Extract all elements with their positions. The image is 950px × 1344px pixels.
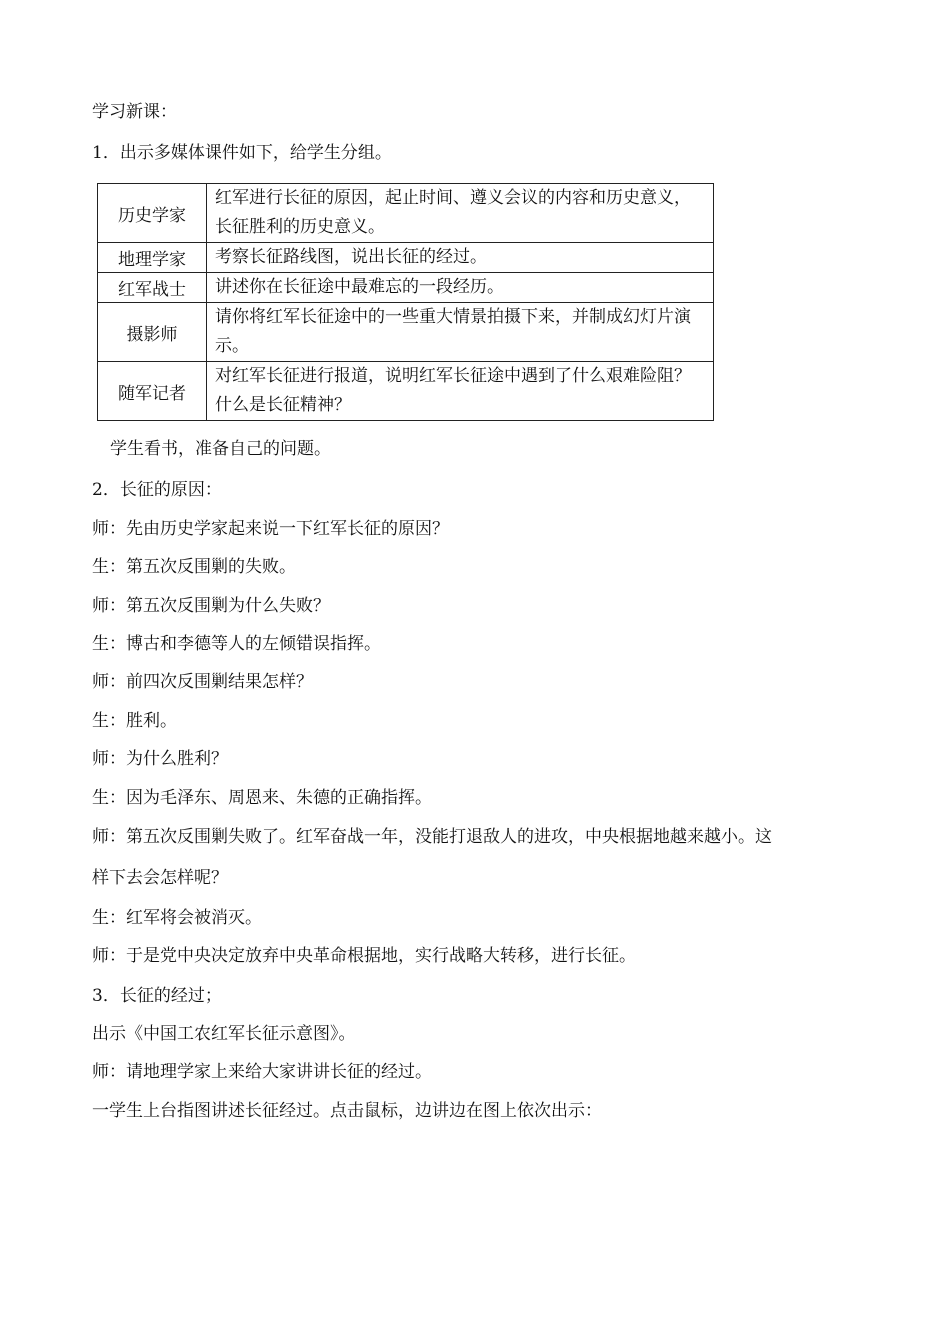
paragraph-line: 师：先由历史学家起来说一下红军长征的原因？ [92,519,449,539]
paragraph-line: 师：第五次反围剿失败了。红军奋战一年，没能打退敌人的进攻，中央根据地越来越小。这 [92,827,772,847]
paragraph-line: 生：因为毛泽东、周恩来、朱德的正确指挥。 [92,788,432,808]
step-1-text: 1．出示多媒体课件如下，给学生分组。 [92,143,392,163]
role-cell: 地理学家 [98,243,207,273]
paragraph-line: 师：为什么胜利？ [92,749,228,769]
task-cell: 考察长征路线图，说出长征的经过。 [207,243,714,273]
paragraph-line: 师：第五次反围剿为什么失败？ [92,596,330,616]
table-row [98,184,714,243]
task-cell: 讲述你在长征途中最难忘的一段经历。 [207,273,714,303]
role-cell: 红军战士 [98,273,207,303]
task-cell: 请你将红军长征途中的一些重大情景拍摄下来，并制成幻灯片演示。 [207,303,714,362]
paragraph-line: 生：胜利。 [92,711,177,731]
paragraph-line: 学生看书，准备自己的问题。 [110,439,331,459]
role-cell: 随军记者 [98,362,207,421]
paragraph-line: 师：请地理学家上来给大家讲讲长征的经过。 [92,1062,432,1082]
paragraph-line: 生：博古和李德等人的左倾错误指挥。 [92,634,381,654]
paragraph-line: 样下去会怎样呢？ [92,868,228,888]
task-cell: 红军进行长征的原因，起止时间、遵义会议的内容和历史意义，长征胜利的历史意义。 [207,184,714,243]
table-row [98,362,714,421]
paragraph-line: 师：前四次反围剿结果怎样？ [92,672,313,692]
role-cell: 摄影师 [98,303,207,362]
task-cell: 对红军长征进行报道，说明红军长征途中遇到了什么艰难险阻？什么是长征精神？ [207,362,714,421]
table-row [98,273,714,303]
paragraph-line: 2．长征的原因： [92,480,222,500]
table-row [98,243,714,273]
paragraph-line: 师：于是党中央决定放弃中央革命根据地，实行战略大转移，进行长征。 [92,946,636,966]
section-heading: 学习新课： [92,102,177,122]
paragraph-line: 出示《中国工农红军长征示意图》。 [92,1024,356,1044]
paragraph-line: 一学生上台指图讲述长征经过。点击鼠标，边讲边在图上依次出示： [92,1101,602,1121]
paragraph-line: 生：红军将会被消灭。 [92,908,262,928]
paragraph-line: 3．长征的经过； [92,986,222,1006]
paragraph-line: 生：第五次反围剿的失败。 [92,557,296,577]
role-cell: 历史学家 [98,184,207,243]
table-row [98,303,714,362]
group-assignment-table [97,183,714,421]
